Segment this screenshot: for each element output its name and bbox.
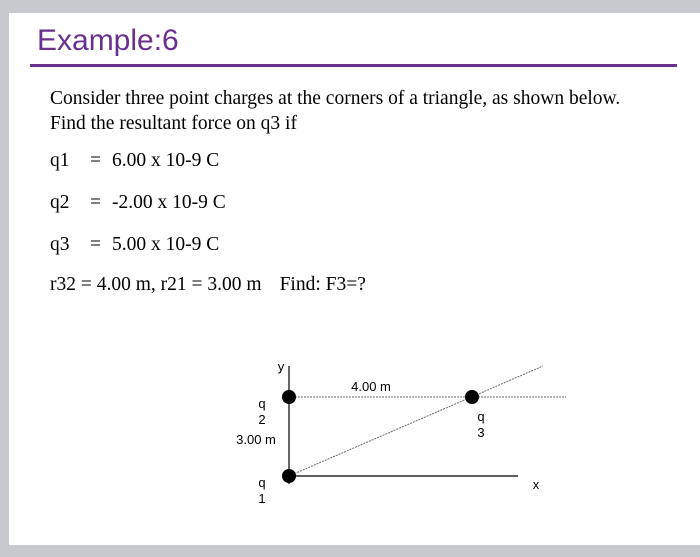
charge-value: 5.00 x 10-9 C — [112, 234, 220, 255]
charge-label: q2 — [50, 192, 70, 213]
y-axis-label: y — [277, 359, 285, 374]
x-axis-label: x — [532, 477, 540, 492]
charge-value: 6.00 x 10-9 C — [112, 150, 220, 171]
q1-label-letter: q — [258, 475, 266, 490]
q2-label-letter: q — [258, 396, 266, 411]
charge-q1-dot — [282, 469, 296, 483]
problem-statement: Consider three point charges at the corners of a triangle, as shown below. Find the resultant force on q3 if — [50, 88, 621, 134]
find-text: Find: F3=? — [279, 274, 366, 295]
q3-label-letter: q — [477, 409, 485, 424]
horizontal-distance-label: 4.00 m — [351, 379, 391, 394]
charge-label: q1 — [50, 150, 70, 171]
charge-value: -2.00 x 10-9 C — [112, 192, 226, 213]
q1-label-index: 1 — [258, 491, 266, 506]
charge-q3-dot — [465, 390, 479, 404]
equals-sign: = — [90, 150, 101, 171]
equals-sign: = — [90, 192, 101, 213]
vertical-distance-label: 3.00 m — [236, 432, 276, 447]
dotted-hypotenuse-line — [289, 366, 543, 476]
charge-label: q3 — [50, 234, 70, 255]
equals-sign: = — [90, 234, 101, 255]
charge-q2-dot — [282, 390, 296, 404]
q3-label-index: 3 — [477, 425, 485, 440]
q2-label-index: 2 — [258, 412, 266, 427]
distances-text: r32 = 4.00 m, r21 = 3.00 m — [50, 274, 262, 295]
page-title: Example:6 — [37, 24, 179, 57]
